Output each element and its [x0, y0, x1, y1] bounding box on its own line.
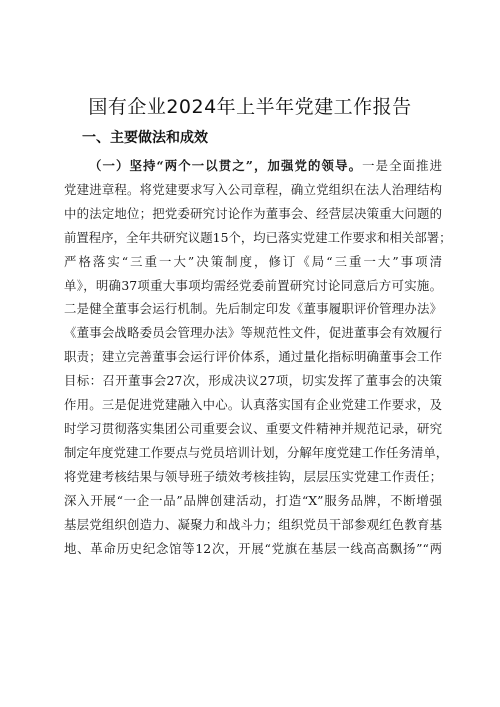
paragraph-line-1	[64, 154, 442, 178]
paragraph-line: 时学习贯彻落实集团公司重要会议、重要文件精神并规范记录，研究	[64, 420, 442, 436]
section-heading: 一、主要做法和成效	[82, 130, 208, 146]
paragraph-line: 二是健全董事会运行机制。先后制定印发《董事履职评价管理办法》	[64, 301, 442, 317]
paragraph-line: 职责；建立完善董事会运行评价体系，通过量化指标明确董事会工作	[64, 349, 442, 365]
document-title: 国有企业2024年上半年党建工作报告	[88, 96, 412, 118]
paragraph-line-text: 一是全面推进	[362, 158, 442, 173]
subsection-label: （一）坚持“两个一以贯之”，加强党的领导。	[89, 158, 363, 173]
paragraph-line: 目标：召开董事会27次，形成决议27项，切实发挥了董事会的决策	[64, 373, 442, 389]
paragraph-line: 党建进章程。将党建要求写入公司章程，确立党组织在法人治理结构	[64, 181, 442, 197]
paragraph-line: 将党建考核结果与领导班子绩效考核挂钩，层层压实党建工作责任；	[64, 468, 442, 484]
body-paragraph	[64, 154, 452, 560]
paragraph-line: 基层党组织创造力、凝聚力和战斗力；组织党员干部参观红色教育基	[64, 516, 442, 532]
paragraph-line: 制定年度党建工作要点与党员培训计划，分解年度党建工作任务清单，	[64, 444, 449, 460]
paragraph-line: 《董事会战略委员会管理办法》等规范性文件，促进董事会有效履行	[64, 325, 442, 341]
paragraph-line: 深入开展“一企一品”品牌创建活动，打造“X”服务品牌，不断增强	[64, 492, 442, 508]
paragraph-line: 前置程序，全年共研究议题15个，均已落实党建工作要求和相关部署；	[64, 229, 452, 245]
paragraph-line: 地、革命历史纪念馆等12次，开展“党旗在基层一线高高飘扬”“两	[64, 540, 442, 556]
paragraph-line: 严格落实“三重一大”决策制度，修订《局“三重一大”事项清	[64, 253, 442, 269]
paragraph-line: 作用。三是促进党建融入中心。认真落实国有企业党建工作要求，及	[64, 397, 442, 413]
paragraph-line: 中的法定地位；把党委研究讨论作为董事会、经营层决策重大问题的	[64, 205, 442, 221]
paragraph-line: 单》，明确37项重大事项均需经党委前置研究讨论同意后方可实施。	[64, 277, 442, 293]
